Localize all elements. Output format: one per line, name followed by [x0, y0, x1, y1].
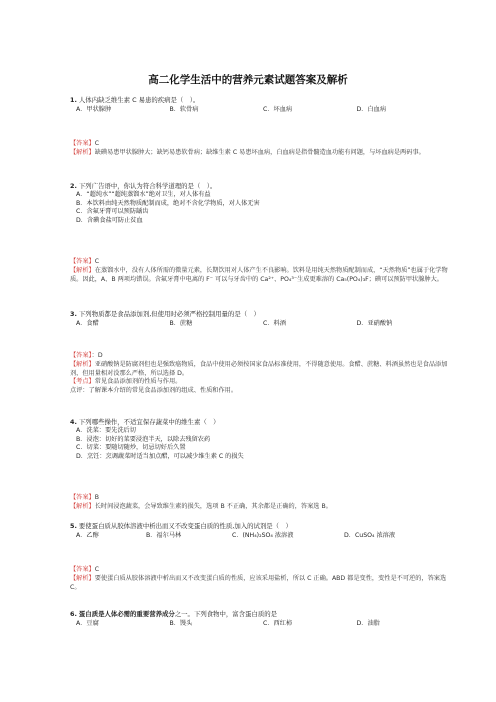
answer-tag: 【答案】	[70, 140, 95, 147]
options	[70, 531, 450, 540]
option-d: D．烹饪：烹调蔬菜时适当加点醋，可以减少维生素 C 的损失	[76, 452, 244, 460]
answer-block-1	[70, 140, 448, 158]
analysis-tag: 【解析】	[70, 502, 95, 510]
option-a: A．“超纯水”“超纯蒸馏水”绝对卫生，对人体有益	[76, 191, 211, 199]
answer-tag: 【答案】	[70, 494, 95, 501]
point-text: 常见食品添加剂的性质与作用。	[94, 378, 182, 386]
option-b: B．本饮料由纯天然物质配制而成，绝对不含化学物质，对人体无害	[76, 199, 260, 207]
comment-label: 点评：	[70, 387, 89, 395]
analysis-tag: 【解析】	[70, 360, 95, 368]
answer-tag: 【答案】	[70, 352, 92, 359]
answer-tag: 【答案】	[70, 258, 95, 265]
option-c: C．(NH₄)₂SO₄ 浓溶液	[232, 532, 294, 540]
question-number: 6.	[70, 610, 77, 618]
answer-block-5	[70, 566, 448, 592]
option-b: B．浸泡：切好的菜要浸泡半天，以除去残留农药	[76, 435, 211, 443]
option-c: C．切菜：要随切随炒，切忌切好后久置	[76, 444, 186, 452]
option-d: D．亚硝酸钠	[356, 320, 393, 328]
option-b: B．蔗糖	[169, 320, 193, 328]
answer-value: ：D	[91, 352, 103, 359]
question-number: 1.	[70, 96, 77, 104]
options	[70, 319, 450, 328]
answer-value: C	[94, 566, 100, 573]
question-number: 4.	[70, 418, 77, 426]
answer-value: C	[94, 258, 100, 265]
analysis-tag: 【解析】	[70, 266, 95, 274]
question-6	[70, 610, 450, 628]
option-d: D．含碘食盐可防止贫血	[76, 216, 143, 224]
question-2	[70, 182, 450, 226]
question-text-bold: 蛋白质是人体必需的重要营养成分	[78, 610, 175, 618]
options	[70, 619, 450, 628]
analysis-text: 在蒸馏水中，没有人体所需的微量元素，长期饮用对人体产生不良影响。饮料是用纯天然物质配制而成，“天然物质”也属于化学物质。因此，A、B 两项均错误。含氟牙膏中电离的 F⁻ 可以与牙齿中的 Ca²⁺、PO₄³⁻生成更难溶的 Ca₅(PO₄)₃F；碘可以预防甲状腺肿大。	[70, 266, 448, 283]
comment-text: 了解课本介绍的常见食品添加剂的组成、性质和作用。	[88, 387, 238, 395]
option-a: A．食醋	[76, 320, 99, 328]
options	[70, 427, 450, 461]
question-text: 人体内缺乏维生素 C 易患的疾病是（ ）。	[78, 96, 200, 104]
question-number: 5.	[70, 522, 77, 530]
option-c: C．含氟牙膏可以预防龋齿	[76, 208, 149, 216]
analysis-tag: 【解析】	[70, 148, 95, 156]
answer-value: C	[94, 140, 100, 147]
options	[70, 191, 450, 225]
question-text: 下列哪些操作，不适宜保存蔬菜中的维生素（ ）	[78, 418, 220, 426]
option-b: B．福尔马林	[146, 532, 182, 540]
answer-block-3	[70, 352, 448, 396]
analysis-tag: 【解析】	[70, 574, 95, 582]
question-text: 之一。下列食物中，富含蛋白质的是	[174, 610, 278, 618]
point-tag: 【考点】	[70, 378, 95, 386]
options	[70, 105, 450, 114]
answer-block-2	[70, 258, 448, 284]
analysis-text: 缺碘易患甲状腺肿大；缺钙易患软骨病；缺维生素 C 易患坏血病，白血病是指骨髓造血功能有问题，与坏血病是两码事。	[94, 148, 425, 156]
option-c: C．西红柿	[263, 620, 293, 628]
option-a: A．豆腐	[76, 620, 99, 628]
option-d: D．油脂	[356, 620, 380, 628]
answer-value: B	[94, 494, 99, 501]
analysis-text: 要使蛋白质从胶体溶液中析出而又不改变蛋白质的性质，应该采用盐析，所以 C 正确。ABD 都是变性，变性是不可逆的，答案选 C。	[70, 574, 447, 591]
option-b: B．软骨病	[169, 106, 199, 114]
question-4	[70, 418, 450, 462]
question-1	[70, 96, 450, 114]
option-c: C．坏血病	[263, 106, 293, 114]
question-number: 3.	[70, 310, 77, 318]
question-text: 下列广告语中，你认为符合科学道理的是（ ）。	[78, 182, 217, 190]
question-3	[70, 310, 450, 328]
option-a: A．洗菜：要先洗后切	[76, 427, 136, 435]
answer-block-4	[70, 494, 448, 512]
option-a: A．甲状腺肿	[76, 106, 112, 114]
option-b: B．馒头	[169, 620, 193, 628]
question-number: 2.	[70, 182, 77, 190]
question-5	[70, 522, 450, 540]
question-text: 下列物质都是食品添加剂,但使用时必须严格控制用量的是（ ）	[78, 310, 260, 318]
option-c: C．料酒	[263, 320, 286, 328]
option-a: A．乙醇	[76, 532, 99, 540]
page-title: 高二化学生活中的营养元素试题答案及解析	[148, 74, 348, 86]
answer-tag: 【答案】	[70, 566, 95, 573]
option-d: D．CuSO₄ 浓溶液	[344, 532, 396, 540]
option-d: D．白血病	[356, 106, 387, 114]
analysis-text: 长时间浸泡蔬菜，会导致维生素的损失，选项 B 不正确，其余都是正确的，答案选 B。	[94, 502, 332, 510]
analysis-text: 亚硝酸钠是防腐剂但也是强致癌物质，食品中使用必须按国家食品标准使用，不得随意使用。食醋、蔗糖、料酒虽然也是食品添加剂，但用量相对没那么严格，所以选择 D。	[70, 360, 448, 377]
question-text: 要使蛋白质从胶体溶液中析出而又不改变蛋白质的性质,加入的试剂是（ ）	[78, 522, 292, 530]
